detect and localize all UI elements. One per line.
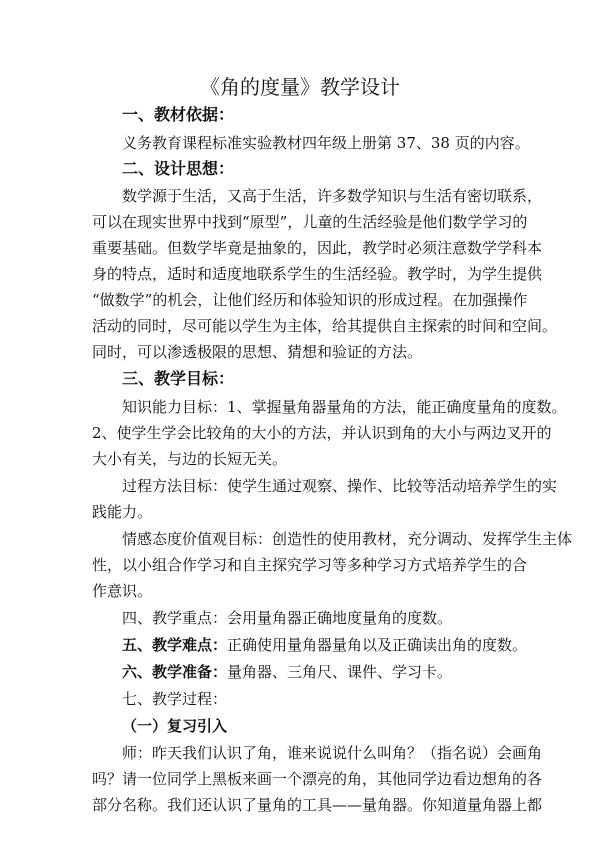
section-1-heading: 一、教材依据： (122, 105, 235, 124)
section-1-text: 义务教育课程标准实验教材四年级上册第 37、38 页的内容。 (122, 134, 530, 152)
section-7-line: 吗？请一位同学上黑板来画一个漂亮的角，其他同学边看边想角的各 (92, 770, 543, 788)
section-6 (122, 660, 552, 684)
goal-attitude-line: 情感态度价值观目标：创造性的使用教材，充分调动、发挥学生主体 (122, 530, 573, 548)
section-2-line: “做数学”的机会，让他们经历和体验知识的形成过程。在加强操作 (92, 291, 528, 309)
goal-process-line: 践能力。 (92, 503, 153, 521)
goal-knowledge-line: 2、使学生学会比较角的大小的方法，并认识到角的大小与两边叉开的 (92, 424, 552, 442)
section-2-line: 重要基础。但数学毕竟是抽象的，因此，教学时必须注意数学学科本 (92, 239, 543, 257)
section-2-line: 身的特点，适时和适度地联系学生的生活经验。教学时，为学生提供 (92, 265, 543, 283)
section-4 (122, 606, 552, 630)
section-3-heading: 三、教学目标： (122, 369, 235, 388)
goal-attitude-line: 性，以小组合作学习和自主探究学习等多种学习方式培养学生的合 (92, 556, 528, 574)
section-2-heading: 二、设计思想： (122, 159, 235, 178)
section-7-line: 师：昨天我们认识了角，谁来说说什么叫角？（指名说）会画角 (122, 744, 543, 762)
section-5-text: 正确使用量角器量角以及正确读出角的度数。 (227, 636, 528, 654)
goal-attitude-line: 作意识。 (92, 582, 153, 600)
section-2-line: 活动的同时，尽可能以学生为主体，给其提供自主探索的时间和空间。 (92, 317, 558, 335)
section-7-heading: 七、教学过程： (122, 690, 228, 708)
goal-knowledge-line: 知识能力目标：1、掌握量角器量角的方法，能正确度量角的度数。 (122, 398, 567, 416)
goal-knowledge-line: 大小有关，与边的长短无关。 (92, 450, 288, 468)
section-2-line: 可以在现实世界中找到“原型”，儿童的生活经验是他们数学学习的 (92, 213, 528, 231)
goal-process-line: 过程方法目标：使学生通过观察、操作、比较等活动培养学生的实 (122, 477, 558, 495)
section-6-text: 量角器、三角尺、课件、学习卡。 (227, 663, 453, 681)
section-5-heading: 五、教学难点： (122, 636, 228, 654)
section-6-heading: 六、教学准备： (122, 663, 228, 681)
section-7-subheading: （一）复习引入 (122, 717, 228, 735)
section-5 (122, 633, 552, 657)
section-2-line: 数学源于生活，又高于生活，许多数学知识与生活有密切联系， (122, 187, 543, 205)
section-7-line: 部分名称。我们还认识了量角的工具——量角器。你知道量角器上都 (92, 796, 543, 814)
section-4-heading: 四、教学重点： (122, 609, 228, 627)
section-4-text: 会用量角器正确地度量角的度数。 (227, 609, 453, 627)
document-title: 《角的度量》教学设计 (200, 75, 400, 99)
section-2-line: 同时，可以渗透极限的思想、猜想和验证的方法。 (92, 343, 423, 361)
